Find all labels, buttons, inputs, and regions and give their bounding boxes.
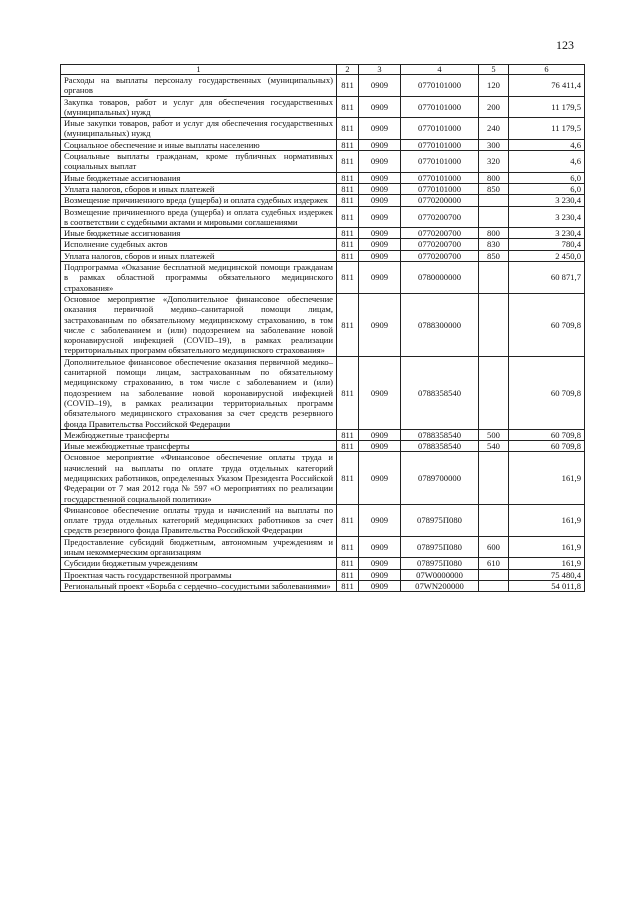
cell-name: Проектная часть государственной программы xyxy=(61,569,337,580)
cell-cs: 0770101000 xyxy=(401,75,479,97)
table-row xyxy=(61,441,585,452)
cell-gr: 811 xyxy=(337,151,359,173)
cell-cs: 0788300000 xyxy=(401,293,479,356)
cell-sum: 60 871,7 xyxy=(509,262,585,294)
cell-name: Основное мероприятие «Финансовое обеспечение оплаты труда и начислений на выплаты по оплате труда отдельных категорий медицинских работников, определенных Указом Президента Российской Федерации от 7 мая 2012 года № 597 «О мероприятиях по реализации государственной социальной политики» xyxy=(61,452,337,504)
cell-sum: 3 230,4 xyxy=(509,195,585,206)
column-header-vr: 5 xyxy=(479,65,509,75)
cell-sum: 60 709,8 xyxy=(509,356,585,429)
column-header-name: 1 xyxy=(61,65,337,75)
cell-rz: 0909 xyxy=(359,262,401,294)
page-number: 123 xyxy=(556,38,574,52)
table-row xyxy=(61,356,585,429)
cell-vr: 610 xyxy=(479,558,509,569)
cell-vr: 320 xyxy=(479,151,509,173)
cell-sum: 6,0 xyxy=(509,183,585,194)
cell-rz: 0909 xyxy=(359,250,401,261)
table-row xyxy=(61,206,585,228)
table-row xyxy=(61,429,585,440)
budget-table xyxy=(60,64,585,592)
table-row xyxy=(61,75,585,97)
cell-vr: 500 xyxy=(479,429,509,440)
cell-gr: 811 xyxy=(337,504,359,536)
cell-cs: 0770101000 xyxy=(401,96,479,118)
cell-name: Основное мероприятие «Дополнительное финансовое обеспечение оказания первичной медико–санитарной помощи лицам, застрахованным по обязательному медицинскому страхованию, в том числе с заболеванием и (или) подозрением на заболевание новой коронавирусной инфекцией (COVID–19), в рамках реализации территориальных программ обязательного медицинского страхования» xyxy=(61,293,337,356)
cell-sum: 3 230,4 xyxy=(509,206,585,228)
column-header-gr: 2 xyxy=(337,65,359,75)
cell-gr: 811 xyxy=(337,118,359,140)
cell-vr: 600 xyxy=(479,536,509,558)
cell-cs: 078975П080 xyxy=(401,504,479,536)
cell-rz: 0909 xyxy=(359,441,401,452)
cell-name: Уплата налогов, сборов и иных платежей xyxy=(61,250,337,261)
table-row xyxy=(61,250,585,261)
column-header-rz: 3 xyxy=(359,65,401,75)
cell-rz: 0909 xyxy=(359,75,401,97)
cell-vr: 850 xyxy=(479,183,509,194)
cell-vr xyxy=(479,356,509,429)
column-header-cs: 4 xyxy=(401,65,479,75)
cell-gr: 811 xyxy=(337,536,359,558)
cell-name: Межбюджетные трансферты xyxy=(61,429,337,440)
cell-sum: 11 179,5 xyxy=(509,96,585,118)
cell-rz: 0909 xyxy=(359,195,401,206)
cell-sum: 60 709,8 xyxy=(509,293,585,356)
cell-cs: 0770200000 xyxy=(401,195,479,206)
cell-vr: 800 xyxy=(479,172,509,183)
cell-gr: 811 xyxy=(337,183,359,194)
cell-vr xyxy=(479,569,509,580)
cell-name: Дополнительное финансовое обеспечение оказания первичной медико–санитарной помощи лицам, застрахованным по обязательному медицинскому страхованию, в том числе с заболеванием и (или) подозрением на заболевание новой коронавирусной инфекцией (COVID–19), в рамках реализации территориальных программ обязательного медицинского страхования за счет средств резервного фонда Правительства Российской Федерации xyxy=(61,356,337,429)
cell-rz: 0909 xyxy=(359,96,401,118)
cell-vr: 300 xyxy=(479,139,509,150)
cell-sum: 75 480,4 xyxy=(509,569,585,580)
cell-gr: 811 xyxy=(337,75,359,97)
cell-name: Возмещение причиненного вреда (ущерба) и оплата судебных издержек xyxy=(61,195,337,206)
cell-rz: 0909 xyxy=(359,504,401,536)
table-row xyxy=(61,195,585,206)
cell-sum: 2 450,0 xyxy=(509,250,585,261)
cell-sum: 161,9 xyxy=(509,504,585,536)
cell-gr: 811 xyxy=(337,228,359,239)
table-row xyxy=(61,262,585,294)
table-row xyxy=(61,558,585,569)
cell-vr: 200 xyxy=(479,96,509,118)
cell-vr xyxy=(479,580,509,591)
cell-vr: 240 xyxy=(479,118,509,140)
cell-gr: 811 xyxy=(337,206,359,228)
cell-name: Закупка товаров, работ и услуг для обеспечения государственных (муниципальных) нужд xyxy=(61,96,337,118)
cell-sum: 3 230,4 xyxy=(509,228,585,239)
table-row xyxy=(61,504,585,536)
cell-vr xyxy=(479,206,509,228)
cell-vr: 850 xyxy=(479,250,509,261)
cell-rz: 0909 xyxy=(359,172,401,183)
cell-gr: 811 xyxy=(337,293,359,356)
cell-vr xyxy=(479,262,509,294)
cell-vr xyxy=(479,293,509,356)
table-body xyxy=(61,75,585,592)
cell-rz: 0909 xyxy=(359,452,401,504)
cell-rz: 0909 xyxy=(359,139,401,150)
cell-sum: 6,0 xyxy=(509,172,585,183)
cell-rz: 0909 xyxy=(359,118,401,140)
cell-cs: 078975П080 xyxy=(401,558,479,569)
cell-gr: 811 xyxy=(337,452,359,504)
cell-rz: 0909 xyxy=(359,569,401,580)
cell-sum: 76 411,4 xyxy=(509,75,585,97)
cell-cs: 07WN200000 xyxy=(401,580,479,591)
cell-sum: 54 011,8 xyxy=(509,580,585,591)
cell-name: Финансовое обеспечение оплаты труда и начислений на выплаты по оплате труда отдельных категорий медицинских работников за счет средств резервного фонда Правительства Российской Федерации xyxy=(61,504,337,536)
cell-rz: 0909 xyxy=(359,558,401,569)
cell-rz: 0909 xyxy=(359,228,401,239)
cell-cs: 0780000000 xyxy=(401,262,479,294)
cell-name: Уплата налогов, сборов и иных платежей xyxy=(61,183,337,194)
table-row xyxy=(61,172,585,183)
cell-sum: 161,9 xyxy=(509,558,585,569)
cell-cs: 0770101000 xyxy=(401,172,479,183)
cell-sum: 4,6 xyxy=(509,151,585,173)
cell-gr: 811 xyxy=(337,262,359,294)
cell-name: Возмещение причиненного вреда (ущерба) и оплата судебных издержек в соответствии с судебными актами и мировыми соглашениями xyxy=(61,206,337,228)
cell-vr xyxy=(479,504,509,536)
cell-vr xyxy=(479,452,509,504)
cell-name: Социальное обеспечение и иные выплаты населению xyxy=(61,139,337,150)
cell-vr: 830 xyxy=(479,239,509,250)
cell-name: Расходы на выплаты персоналу государственных (муниципальных) органов xyxy=(61,75,337,97)
cell-name: Иные межбюджетные трансферты xyxy=(61,441,337,452)
cell-sum: 11 179,5 xyxy=(509,118,585,140)
cell-vr: 120 xyxy=(479,75,509,97)
cell-sum: 4,6 xyxy=(509,139,585,150)
cell-gr: 811 xyxy=(337,429,359,440)
cell-cs: 0770200700 xyxy=(401,228,479,239)
table-row xyxy=(61,228,585,239)
cell-name: Исполнение судебных актов xyxy=(61,239,337,250)
table-row xyxy=(61,569,585,580)
cell-rz: 0909 xyxy=(359,580,401,591)
cell-name: Иные закупки товаров, работ и услуг для обеспечения государственных (муниципальных) нужд xyxy=(61,118,337,140)
table-row xyxy=(61,536,585,558)
table-row xyxy=(61,118,585,140)
cell-cs: 078975П080 xyxy=(401,536,479,558)
cell-gr: 811 xyxy=(337,441,359,452)
cell-name: Субсидии бюджетным учреждениям xyxy=(61,558,337,569)
cell-sum: 161,9 xyxy=(509,536,585,558)
table-row xyxy=(61,293,585,356)
cell-cs: 0770200700 xyxy=(401,250,479,261)
table-row xyxy=(61,580,585,591)
cell-name: Предоставление субсидий бюджетным, автономным учреждениям и иным некоммерческим организациям xyxy=(61,536,337,558)
cell-sum: 780,4 xyxy=(509,239,585,250)
cell-cs: 07W0000000 xyxy=(401,569,479,580)
cell-rz: 0909 xyxy=(359,183,401,194)
cell-cs: 0770200700 xyxy=(401,206,479,228)
cell-vr xyxy=(479,195,509,206)
cell-gr: 811 xyxy=(337,580,359,591)
cell-gr: 811 xyxy=(337,356,359,429)
column-header-sum: 6 xyxy=(509,65,585,75)
cell-cs: 0770101000 xyxy=(401,183,479,194)
cell-gr: 811 xyxy=(337,250,359,261)
table-row xyxy=(61,139,585,150)
cell-name: Иные бюджетные ассигнования xyxy=(61,228,337,239)
cell-gr: 811 xyxy=(337,96,359,118)
cell-rz: 0909 xyxy=(359,293,401,356)
cell-rz: 0909 xyxy=(359,206,401,228)
cell-rz: 0909 xyxy=(359,536,401,558)
cell-gr: 811 xyxy=(337,195,359,206)
cell-cs: 0788358540 xyxy=(401,441,479,452)
cell-gr: 811 xyxy=(337,558,359,569)
cell-sum: 60 709,8 xyxy=(509,441,585,452)
table-row xyxy=(61,151,585,173)
cell-sum: 60 709,8 xyxy=(509,429,585,440)
cell-gr: 811 xyxy=(337,239,359,250)
cell-cs: 0770101000 xyxy=(401,139,479,150)
cell-vr: 540 xyxy=(479,441,509,452)
cell-cs: 0770200700 xyxy=(401,239,479,250)
cell-vr: 800 xyxy=(479,228,509,239)
cell-name: Социальные выплаты гражданам, кроме публичных нормативных социальных выплат xyxy=(61,151,337,173)
cell-gr: 811 xyxy=(337,139,359,150)
table-row xyxy=(61,96,585,118)
table-row xyxy=(61,452,585,504)
cell-name: Региональный проект «Борьба с сердечно–сосудистыми заболеваниями» xyxy=(61,580,337,591)
cell-cs: 0789700000 xyxy=(401,452,479,504)
cell-gr: 811 xyxy=(337,172,359,183)
cell-cs: 0770101000 xyxy=(401,118,479,140)
cell-name: Подпрограмма «Оказание бесплатной медицинской помощи гражданам в рамках областной программы обязательного медицинского страхования» xyxy=(61,262,337,294)
cell-rz: 0909 xyxy=(359,356,401,429)
cell-gr: 811 xyxy=(337,569,359,580)
cell-sum: 161,9 xyxy=(509,452,585,504)
table-row xyxy=(61,183,585,194)
cell-rz: 0909 xyxy=(359,429,401,440)
cell-name: Иные бюджетные ассигнования xyxy=(61,172,337,183)
cell-rz: 0909 xyxy=(359,151,401,173)
cell-cs: 0770101000 xyxy=(401,151,479,173)
cell-cs: 0788358540 xyxy=(401,356,479,429)
table-row xyxy=(61,239,585,250)
table-header-row xyxy=(61,65,585,75)
cell-cs: 0788358540 xyxy=(401,429,479,440)
cell-rz: 0909 xyxy=(359,239,401,250)
